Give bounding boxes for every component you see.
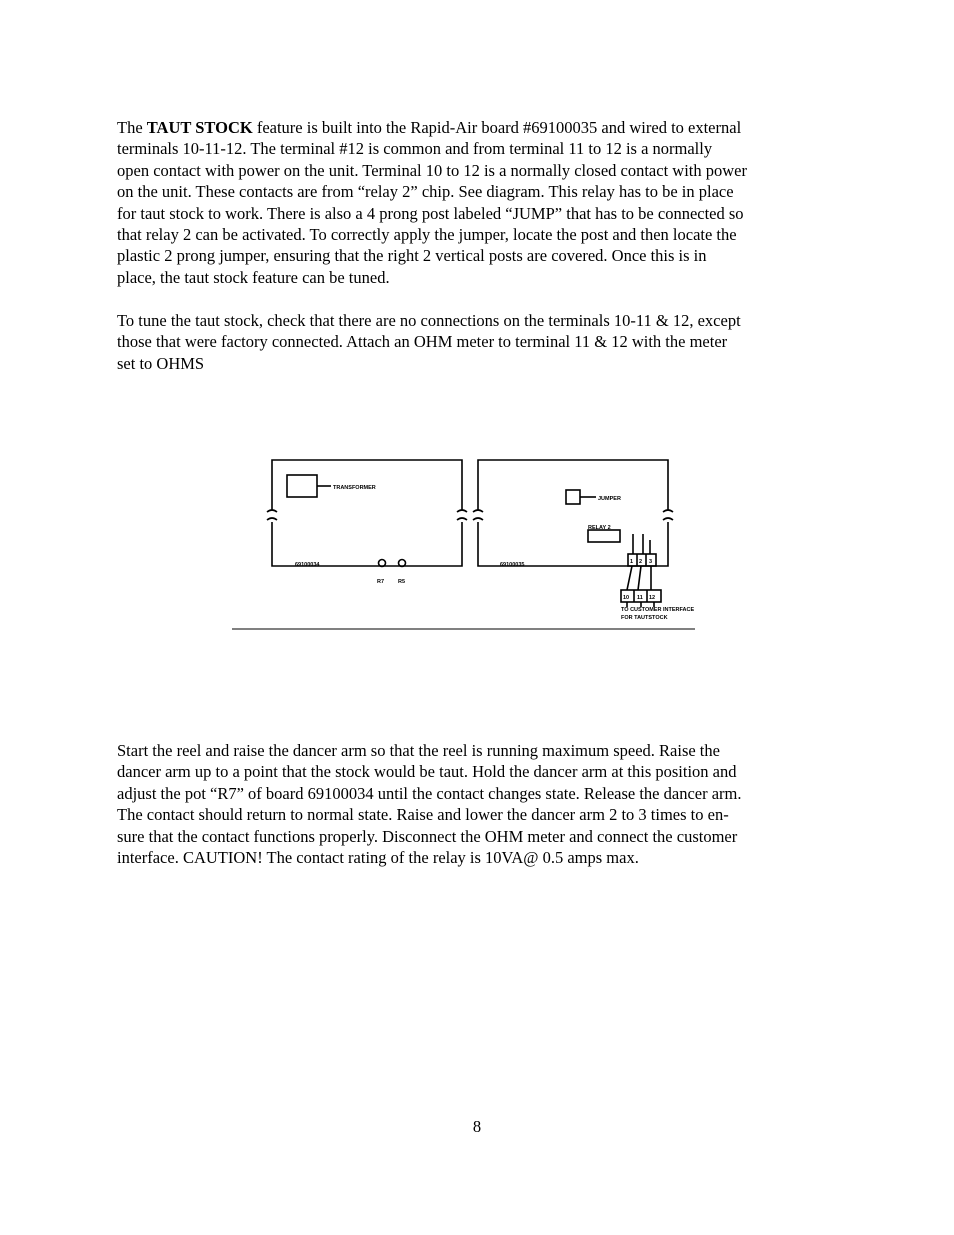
relay-pin-2: 2 xyxy=(639,559,643,565)
taut-stock-bold: TAUT STOCK xyxy=(146,118,253,137)
transformer-label: TRANSFORMER xyxy=(333,485,376,491)
right-board-label: 69100035 xyxy=(500,562,525,568)
paragraph-adjustment: Start the reel and raise the dancer arm so that the reel is running maximum speed. Raise the dancer arm up to a point that the stock would be taut. Hold the dancer arm at this position and adjust the pot “R7” of board 69100034 until the contact changes state. Release the dancer arm. The contact should return to normal state. Raise and lower the dancer arm 2 to 3 times to en- sure that the contact functions properly. Disconnect the OHM meter and connect the customer interface. CAUTION! The contact rating of the relay is 10VA@ 0.5 amps max. xyxy=(117,741,742,868)
paragraph-tuning: To tune the taut stock, check that there are no connections on the terminals 10-11 & 12, except those that were factory connected. Attach an OHM meter to terminal 11 & 12 with the meter set to OHMS xyxy=(117,311,741,373)
page-number: 8 xyxy=(472,1117,482,1136)
customer-interface-label: TO CUSTOMER INTERFACE xyxy=(621,607,695,613)
relay-2-label: RELAY 2 xyxy=(588,525,611,531)
paragraph-taut-stock-intro: The TAUT STOCK feature is built into the Rapid-Air board #69100035 and wired to external terminals 10-11-12. The terminal #12 is common and from terminal 11 to 12 is a normally open contact with power on the unit. Terminal 10 to 12 is a normally closed contact with power on the unit. These contacts are from “relay 2” chip. See diagram. This relay has to be in place for taut stock to work. There is also a 4 prong post labeled “JUMP” that has to be connected so that relay 2 can be activated. To correctly apply the jumper, locate the post and then locate the plastic 2 prong jumper, ensuring that the right 2 vertical posts are covered. Once this is in place, the taut stock feature can be tuned. xyxy=(117,118,747,287)
pot-r5-label: R5 xyxy=(398,579,406,585)
terminal-12: 12 xyxy=(649,595,656,601)
terminal-10: 10 xyxy=(623,595,630,601)
wiring-diagram xyxy=(225,450,715,640)
relay-pin-3: 3 xyxy=(649,559,653,565)
relay-pin-1: 1 xyxy=(630,559,634,565)
tautstock-label: FOR TAUTSTOCK xyxy=(621,615,668,621)
left-board-label: 69100034 xyxy=(295,562,320,568)
pot-r7-label: R7 xyxy=(377,579,385,585)
jumper-label: JUMPER xyxy=(598,496,621,502)
terminal-11: 11 xyxy=(637,595,643,601)
